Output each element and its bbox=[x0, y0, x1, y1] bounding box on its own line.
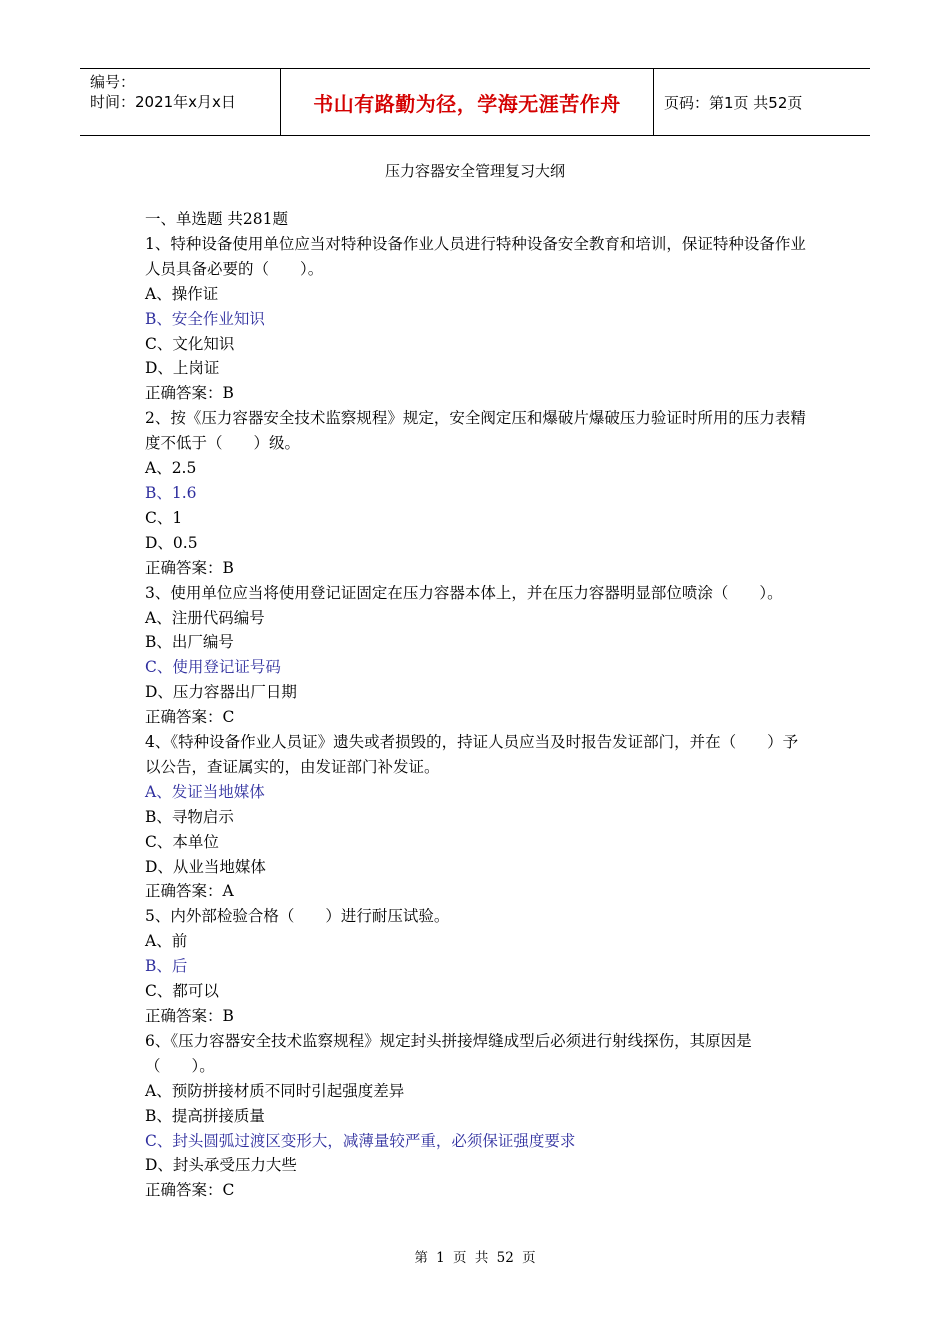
option-item: A、2.5 bbox=[145, 459, 197, 478]
option-item: C、本单位 bbox=[145, 832, 219, 851]
option-item: A、操作证 bbox=[145, 284, 219, 303]
question-stem: 1、特种设备使用单位应当对特种设备作业人员进行特种设备安全教育和培训，保证特种设备作业人员具备必要的（ ）。 bbox=[145, 234, 806, 278]
correct-answer: 正确答案：B bbox=[145, 1007, 234, 1025]
question-stem: 4、《特种设备作业人员证》遗失或者损毁的，持证人员应当及时报告发证部门，并在（ ）予以公告，查证属实的，由发证部门补发证。 bbox=[145, 733, 799, 776]
option-item: B、寻物启示 bbox=[145, 807, 234, 826]
section-heading: 一、单选题 共281题 bbox=[145, 210, 289, 228]
option-item-correct: A、发证当地媒体 bbox=[145, 782, 265, 801]
option-item: C、都可以 bbox=[145, 982, 219, 1001]
option-item-correct: B、1.6 bbox=[145, 483, 197, 502]
question-stem: 2、按《压力容器安全技术监察规程》规定，安全阀定压和爆破片爆破压力验证时所用的压力表精度不低于（ ）级。 bbox=[145, 409, 806, 453]
correct-answer: 正确答案：C bbox=[145, 1181, 235, 1200]
page-header bbox=[80, 68, 870, 136]
header-meta bbox=[80, 69, 281, 135]
document-number-label: 编号： bbox=[90, 73, 136, 91]
question-stem: 6、《压力容器安全技术监察规程》规定封头拼接焊缝成型后必须进行射线探伤，其原因是（ ）。 bbox=[145, 1031, 752, 1075]
option-item-correct: B、后 bbox=[145, 957, 188, 976]
question-stem: 3、使用单位应当将使用登记证固定在压力容器本体上，并在压力容器明显部位喷涂（ ）。 bbox=[145, 583, 783, 602]
option-item: D、封头承受压力大些 bbox=[145, 1156, 297, 1175]
option-item: D、0.5 bbox=[145, 533, 198, 552]
option-item-correct: C、使用登记证号码 bbox=[145, 658, 281, 677]
header-page-info: 页码：第1页 共52页 bbox=[664, 93, 803, 112]
correct-answer: 正确答案：C bbox=[145, 708, 235, 727]
document-title: 压力容器安全管理复习大纲 bbox=[384, 162, 565, 180]
document-time: 时间：2021年x月x日 bbox=[90, 93, 236, 111]
option-item: B、出厂编号 bbox=[145, 633, 234, 652]
option-item-correct: B、安全作业知识 bbox=[145, 309, 265, 328]
header-motto: 书山有路勤为径，学海无涯苦作舟 bbox=[281, 69, 654, 135]
option-item: D、压力容器出厂日期 bbox=[145, 683, 297, 702]
option-item: A、前 bbox=[145, 932, 188, 951]
option-item: B、提高拼接质量 bbox=[145, 1106, 265, 1125]
option-item: C、1 bbox=[145, 508, 183, 527]
option-item: A、预防拼接材质不同时引起强度差异 bbox=[145, 1081, 405, 1100]
option-item: A、注册代码编号 bbox=[145, 608, 265, 627]
correct-answer: 正确答案：B bbox=[145, 384, 234, 403]
option-item: C、文化知识 bbox=[145, 334, 235, 353]
question-list bbox=[145, 207, 810, 1203]
page-footer: 第 1 页 共 52 页 bbox=[414, 1250, 536, 1266]
correct-answer: 正确答案：A bbox=[145, 882, 234, 901]
option-item-correct: C、封头圆弧过渡区变形大，减薄量较严重，必须保证强度要求 bbox=[145, 1131, 576, 1150]
option-item: D、上岗证 bbox=[145, 359, 220, 378]
option-item: D、从业当地媒体 bbox=[145, 857, 266, 876]
correct-answer: 正确答案：B bbox=[145, 558, 234, 577]
question-stem: 5、内外部检验合格（ ）进行耐压试验。 bbox=[145, 907, 450, 926]
